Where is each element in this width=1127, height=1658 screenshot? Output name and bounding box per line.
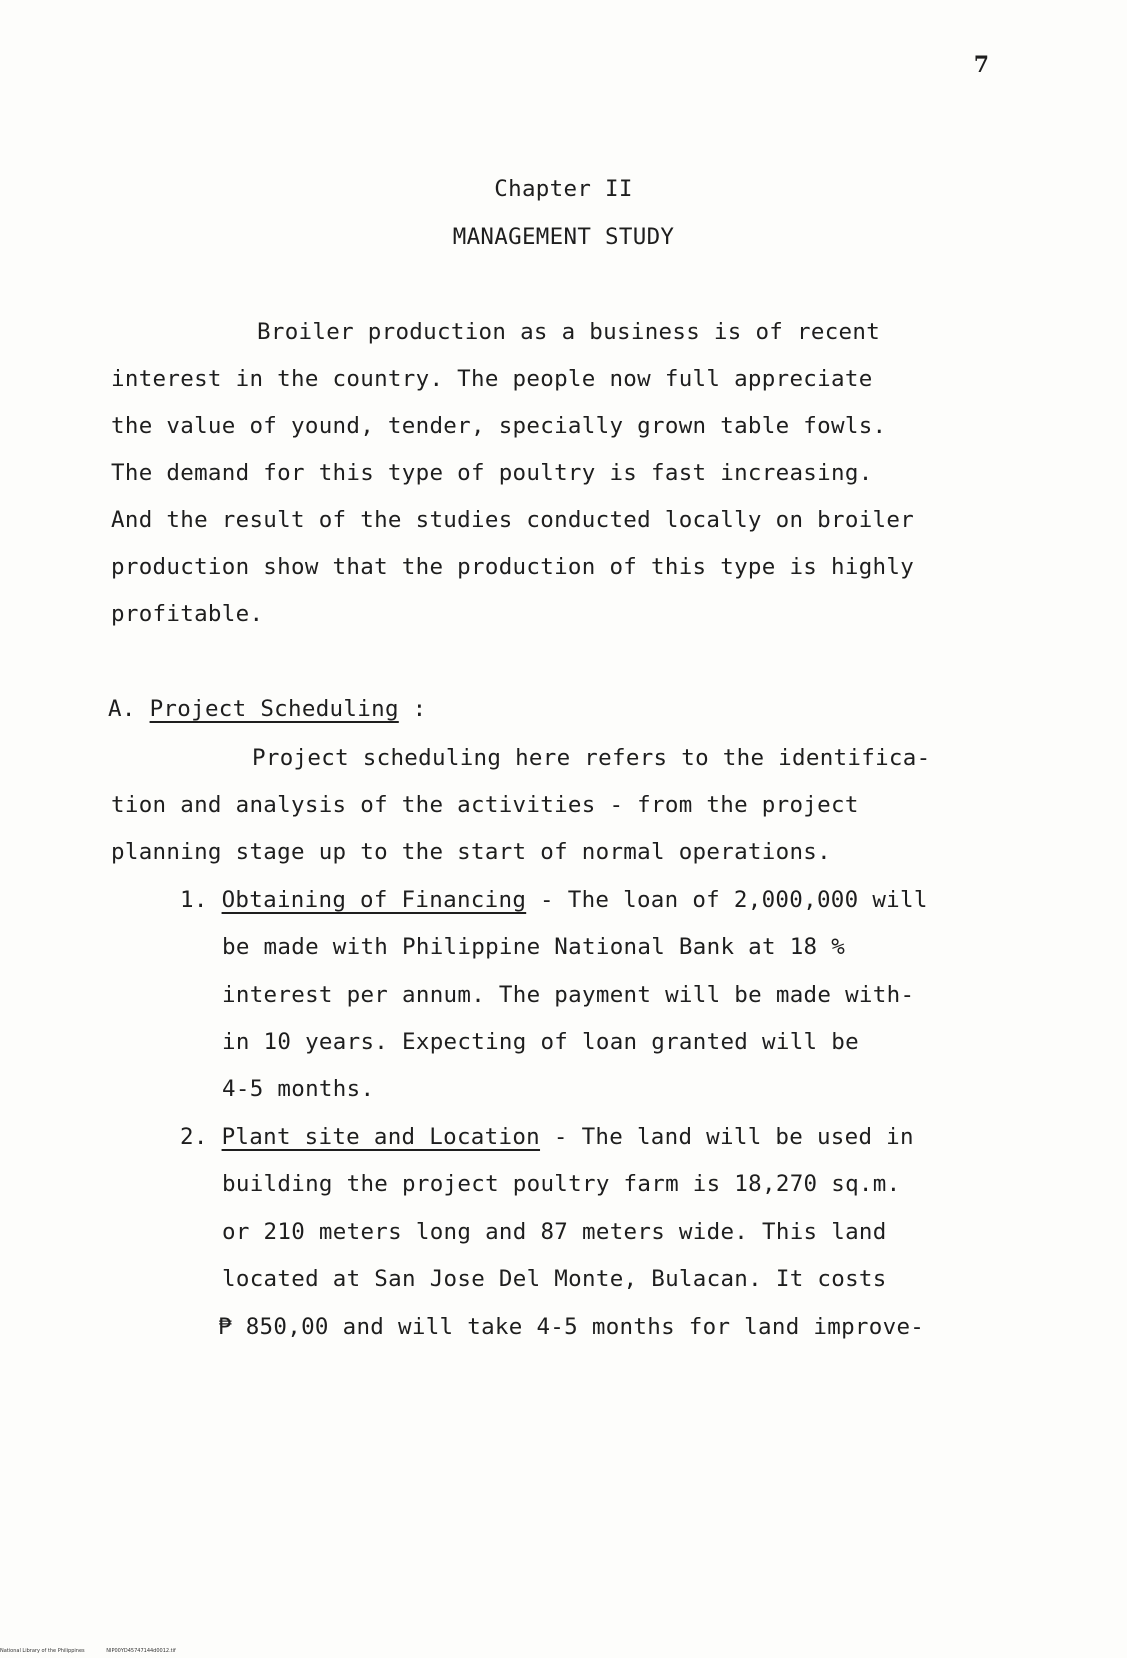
item-line: or 210 meters long and 87 meters wide. This land xyxy=(222,1219,887,1245)
footer-library: National Library of the Philippines xyxy=(0,1648,85,1654)
intro-line: profitable. xyxy=(111,601,264,627)
section-line: planning stage up to the start of normal operations. xyxy=(111,839,831,865)
list-item-header xyxy=(180,887,928,913)
section-heading xyxy=(108,696,427,722)
scan-footer xyxy=(0,1648,176,1654)
page-number: 7 xyxy=(973,52,989,78)
section-title: Project Scheduling xyxy=(149,696,399,722)
intro-line: the value of yound, tender, specially grown table fowls. xyxy=(111,413,887,439)
intro-line: production show that the production of this type is highly xyxy=(111,554,915,580)
item-line: ₱ 850,00 and will take 4-5 months for land improve- xyxy=(218,1314,925,1340)
section-line: tion and analysis of the activities - from the project xyxy=(111,792,859,818)
item-heading: Obtaining of Financing xyxy=(221,887,527,913)
intro-line: The demand for this type of poultry is fast increasing. xyxy=(111,460,873,486)
footer-filename: NIP00YD45747144d0012.tif xyxy=(106,1648,176,1654)
item-number: 2. xyxy=(180,1124,208,1150)
chapter-title: Chapter II xyxy=(494,176,633,202)
item-heading: Plant site and Location xyxy=(221,1124,541,1150)
chapter-subtitle: MANAGEMENT STUDY xyxy=(452,224,675,250)
item-line: building the project poultry farm is 18,270 sq.m. xyxy=(222,1171,901,1197)
intro-line: interest in the country. The people now full appreciate xyxy=(111,366,873,392)
section-line: Project scheduling here refers to the identifica- xyxy=(252,745,931,771)
item-first-line: - The loan of 2,000,000 will xyxy=(526,887,928,913)
section-suffix: : xyxy=(412,696,427,722)
item-first-line: - The land will be used in xyxy=(540,1124,914,1150)
item-line: in 10 years. Expecting of loan granted will be xyxy=(222,1029,859,1055)
item-line: be made with Philippine National Bank at 18 % xyxy=(222,934,846,960)
item-line: 4-5 months. xyxy=(222,1076,375,1102)
list-item-header xyxy=(180,1124,914,1150)
item-number: 1. xyxy=(180,887,208,913)
intro-line: And the result of the studies conducted locally on broiler xyxy=(111,507,915,533)
item-line: located at San Jose Del Monte, Bulacan. It costs xyxy=(222,1266,887,1292)
item-line: interest per annum. The payment will be made with- xyxy=(222,982,915,1008)
intro-line: Broiler production as a business is of recent xyxy=(257,319,881,345)
section-prefix: A. xyxy=(108,696,136,722)
